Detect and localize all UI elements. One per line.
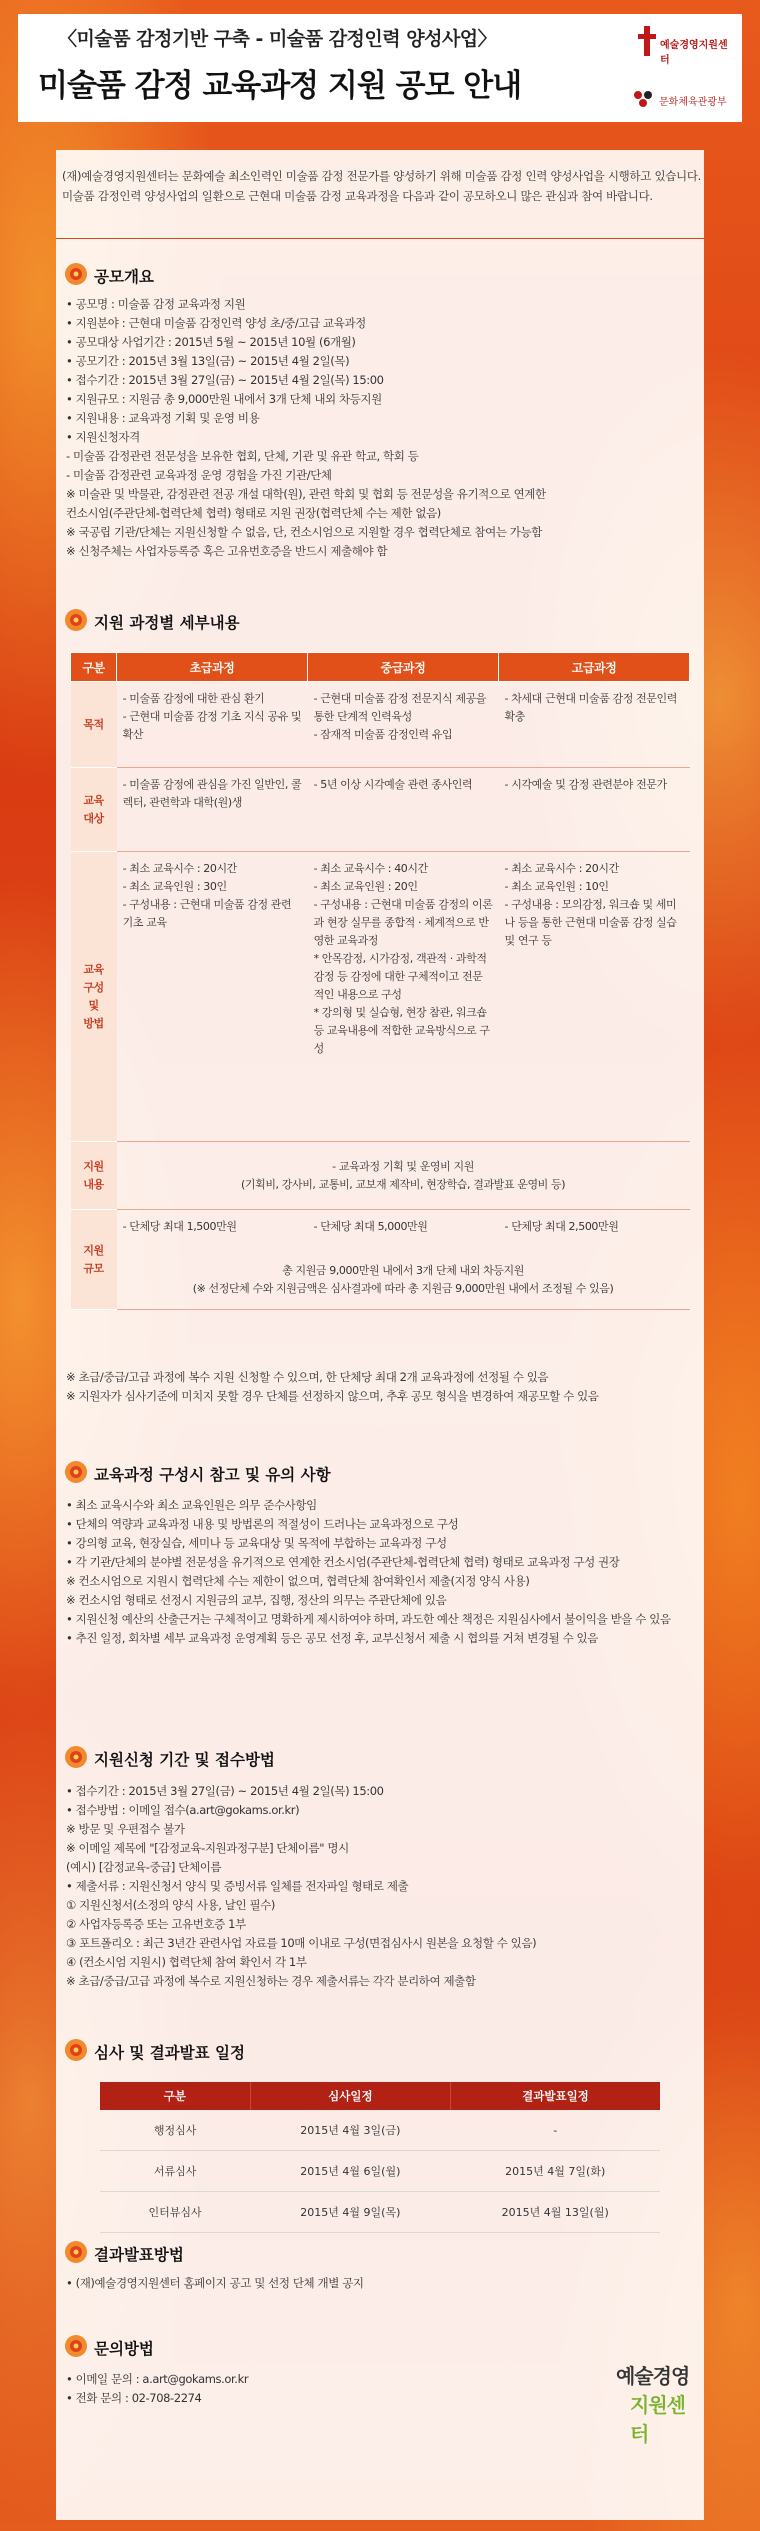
table-cell: - 미술품 감정에 대한 관심 환기 - 근현대 미술품 감정 기초 지식 공유 및 확산 xyxy=(117,682,308,768)
application-line: • 접수방법 : 이메일 접수(a.art@gokams.or.kr) xyxy=(66,1803,300,1817)
table-cell: - 단체당 최대 1,500만원 xyxy=(122,1220,237,1233)
application-line: ※ 방문 및 우편접수 불가 xyxy=(66,1822,185,1836)
table-cell: - 미술품 감정에 관심을 가진 일반인, 콜렉터, 관련학과 대학(원)생 xyxy=(117,768,308,852)
table-cell: - xyxy=(450,2110,660,2151)
application-line: ④ (컨소시엄 지원시) 협력단체 참여 확인서 각 1부 xyxy=(66,1955,307,1969)
details-table xyxy=(70,652,690,1310)
table-row xyxy=(71,1142,690,1210)
overview-line: ※ 신청주체는 사업자등록증 혹은 고유번호증을 반드시 제출해야 함 xyxy=(66,544,388,558)
result-line: • (재)예술경영지원센터 홈페이지 공고 및 선정 단체 개별 공지 xyxy=(66,2276,364,2290)
reference-line: • 지원신청 예산의 산출근거는 구체적이고 명확하게 제시하여야 하며, 과도한 예산 책정은 지원심사에서 불이익을 받을 수 있음 xyxy=(66,1612,671,1626)
footer-logo-line2: 지원센터 xyxy=(630,2393,685,2446)
flower-icon xyxy=(64,2038,88,2062)
reference-line: ※ 컨소시엄으로 지원시 협력단체 수는 제한이 없으며, 협력단체 참여확인서 제출(지정 양식 사용) xyxy=(66,1574,530,1588)
flower-icon xyxy=(64,608,88,632)
scale-total-cell xyxy=(117,1254,690,1310)
overview-line: • 지원규모 : 지원금 총 9,000만원 내에서 3개 단체 내외 차등지원 xyxy=(66,392,382,406)
flower-icon xyxy=(64,2334,88,2358)
scale-note: (※ 선정단체 수와 지원금액은 심사결과에 따라 총 지원금 9,000만원 내에서 조정될 수 있음) xyxy=(192,1281,614,1295)
reference-line: • 각 기관/단체의 분야별 전문성을 유기적으로 연계한 컨소시엄(주관단체-협력단체 협력) 형태로 교육과정 구성 권장 xyxy=(66,1555,620,1569)
table-cell: 2015년 4월 7일(화) xyxy=(450,2151,660,2192)
application-line: ※ 초급/중급/고급 과정에 복수로 지원신청하는 경우 제출서류는 각각 분리하여 제출함 xyxy=(66,1974,476,1988)
ministry-mark-icon xyxy=(633,90,655,108)
table-header-row xyxy=(100,2082,660,2110)
column-header: 고급과정 xyxy=(499,653,690,682)
intro-text: (재)예술경영지원센터는 문화예술 최소인력인 미술품 감정 전문가를 양성하기 위해 미술품 감정 인력 양성사업을 시행하고 있습니다. 미술품 감정인력 양성사업의 일환으로 근현대 미술품 감정 교육과정을 다음과 같이 공모하오니 많은 관심과 참여 바랍니다. xyxy=(62,169,702,203)
schedule-table xyxy=(100,2082,660,2233)
application-line: • 제출서류 : 지원신청서 양식 및 증빙서류 일체를 전자파일 형태로 제출 xyxy=(66,1879,409,1893)
footer-logo-line1: 예술경영 xyxy=(616,2364,690,2388)
table-row xyxy=(71,1210,690,1254)
table-cell: - 단체당 최대 5,000만원 xyxy=(313,1220,428,1233)
application-line: (예시) [감정교육-중급] 단체이름 xyxy=(66,1860,222,1874)
table-cell: - 5년 이상 시각예술 관련 종사인력 xyxy=(308,768,499,852)
footer-logo xyxy=(616,2360,696,2446)
table-cell: 인터뷰심사 xyxy=(100,2192,250,2233)
table-row xyxy=(71,1254,690,1310)
table-cell: 2015년 4월 3일(금) xyxy=(250,2110,450,2151)
flower-icon xyxy=(64,1745,88,1769)
overview-line: - 미술품 감정관련 교육과정 운영 경험을 가진 기관/단체 xyxy=(66,468,332,482)
column-header: 초급과정 xyxy=(117,653,308,682)
table-row xyxy=(100,2192,660,2233)
reference-list xyxy=(66,1496,696,1648)
note-line: ※ 지원자가 심사기준에 미치지 못할 경우 단체를 선정하지 않으며, 추후 공모 형식을 변경하여 재공모할 수 있음 xyxy=(66,1389,599,1403)
contact-email: • 이메일 문의 : a.art@gokams.or.kr xyxy=(66,2372,249,2386)
overview-line: • 공모대상 사업기간 : 2015년 5월 ~ 2015년 10월 (6개월) xyxy=(66,335,356,349)
gokams-logo-text: 예술경영지원센터 xyxy=(660,40,728,66)
table-row xyxy=(100,2110,660,2151)
table-row xyxy=(71,852,690,1142)
overview-line: • 지원내용 : 교육과정 기획 및 운영 비용 xyxy=(66,411,260,425)
overview-line: 컨소시엄(주관단체-협력단체 협력) 형태로 지원 권장(협력단체 수는 제한 없음) xyxy=(66,506,441,520)
gokams-mark-icon xyxy=(638,26,656,56)
row-header: 교육 대상 xyxy=(71,768,117,852)
page-title: 미술품 감정 교육과정 지원 공모 안내 xyxy=(38,68,522,104)
table-row xyxy=(71,682,690,768)
divider xyxy=(56,238,704,239)
column-header: 구분 xyxy=(71,653,117,682)
column-header: 중급과정 xyxy=(308,653,499,682)
header-subtitle: 〈미술품 감정기반 구축 - 미술품 감정인력 양성사업〉 xyxy=(58,28,497,50)
contact-phone: • 전화 문의 : 02-708-2274 xyxy=(66,2391,202,2405)
reference-line: ※ 컨소시엄 형태로 선정시 지원금의 교부, 집행, 정산의 의무는 주관단체에 있음 xyxy=(66,1593,447,1607)
table-cell: 서류심사 xyxy=(100,2151,250,2192)
overview-line: • 공모명 : 미술품 감정 교육과정 지원 xyxy=(66,297,246,311)
flower-icon xyxy=(64,262,88,286)
column-header: 심사일정 xyxy=(250,2082,450,2110)
content-panel: (재)예술경영지원센터는 문화예술 최소인력인 미술품 감정 전문가를 양성하기 위해 미술품 감정 인력 양성사업을 시행하고 있습니다. 미술품 감정인력 양성사업의 일환으로 근현대 미술품 감정 교육과정을 다음과 같이 공모하오니 많은 관심과 참여 바랍니다. 공모개요 • 공모명 : 미술품 감정 교육과정 지원 • 지원분야 : 근현대 미술품 감정인력 양성 초/중/고급 교육과정 • 공모대상 사업기간 : 2015년 5월 ~ 2015년 10월 (6개월) • 공모기간 : 2015년 3월 13일(금) ~ 2015년 4월 2일(목) • 접수기간 : 2015년 3월 27일(금) ~ 2015년 4월 2일(목) 15:00 • 지원규모 : 지원금 총 9,000만원 내에서 3개 단체 내외 차등지원 • 지원내용 : 교육과정 기획 및 운영 비용 • 지원신청자격 - 미술품 감정관련 전문성을 보유한 협회, 단체, 기관 및 유관 학교, 학회 등 - 미술품 감정관련 교육과정 운영 경험을 가진 기관/단체 ※ 미술관 및 박물관, 감정관련 전공 개설 대학(원), 관련 학회 및 협회 등 전문성을 유기적으로 연계한 컨소시엄(주관단체-협력단체 협력) 형태로 지원 권장(협력단체 수는 제한 없음) ※ 국공립 기관/단체는 지원신청할 수 없음, 단, 컨소시엄으로 지원할 경우 협력단체로 참여는 가능함 ※ 신청주체는 사업자등록증 혹은 고유번호증을 반드시 제출해야 함 지원 과정별 세부내용 구분 초급과정 중급과정 고급과정 목적 - 미술품 감정에 대한 관심 환기 - 근현대 미술품 감정 기초 지식 공유 및 확산 - 근현대 미술품 감정 전문지식 제공을 통한 단계적 인력육성 - 잠재적 미술품 감정인력 유입 - 차세대 근현대 미술품 감정 전문인력 확충 교육 대상 - 미술품 감정에 관심을 가진 일반인, 콜렉터, 관련학과 대학(원)생 - 5년 이상 시각예술 관련 종사인력 - 시각예술 및 감정 관련분야 전문가 교육 구성 및 방법 - 최소 교육시수 : 20시간 - 최소 교육인원 : 30인 - 구성내용 : 근현대 미술품 감정 관련 기초 교육 - 최소 교육시수 : 40시간 - 최소 교육인원 : 20인 - 구성내용 : 근현대 미술품 감정의 이론과 현장 실무를 종합적 · 체계적으로 반영한 교육과정 * 안목감정, 시가감정, 객관적 · 과학적 감정 등 감정에 대한 구체적이고 전문적인 내용으로 구성 * 강의형 및 실습형, 현장 참관, 워크숍 등 교육내용에 적합한 교육방식으로 구성 - 최소 교육시수 : 20시간 - 최소 교육인원 : 10인 - 구성내용 : 모의감정, 워크숍 및 세미나 등을 통한 근현대 미술품 감정 실습 및 연구 등 지원 내용 - 교육과정 기획 및 운영비 지원 (기획비, 강사비, 교통비, 교보재 제작비, 현장학습, 결과발표 운영비 등) 지원 규모 - 단체당 최대 1,500만원 - 단체당 최대 5,000만원 - 단체당 최대 2,500만원 총 지원금 9,000만원 내에서 3개 단체 내외 차등지원 (※ 선정단체 수와 지원금액은 심사결과에 따라 총 지원금 9,000만원 내에서 조정될 수 있음) ※ 초급/중급/고급 과정에 복수 지원 신청할 수 있으며, 한 단체당 최대 2개 교육과정에 선정될 수 있음 ※ 지원자가 심사기준에 미치지 못할 경우 단체를 선정하지 않으며, 추후 공모 형식을 변경하여 재공모할 수 있음 교육과정 구성시 참고 및 유의 사항 • 최소 교육시수와 최소 교육인원은 의무 준수사항임 • 단체의 역량과 교육과정 내용 및 방법론의 적절성이 드러나는 교육과정으로 구성 • 강의형 교육, 현장실습, 세미나 등 교육대상 및 목적에 부합하는 교육과정 구성 • 각 기관/단체의 분야별 전문성을 유기적으로 연계한 컨소시엄(주관단체-협력단체 협력) 형태로 교육과정 구성 권장 ※ 컨소시엄으로 지원시 협력단체 수는 제한이 없으며, 협력단체 참여확인서 제출(지정 양식 사용) ※ 컨소시엄 형태로 선정시 지원금의 교부, 집행, 정산의 의무는 주관단체에 있음 • 지원신청 예산의 산출근거는 구체적이고 명확하게 제시하여야 하며, 과도한 예산 책정은 지원심사에서 불이익을 받을 수 있음 • 추진 일정, 회차별 세부 교육과정 운영계획 등은 공모 선정 후, 교부신청서 제출 시 협의를 거쳐 변경될 수 있음 지원신청 기간 및 접수방법 • 접수기간 : 2015년 3월 27일(금) ~ 2015년 4월 2일(목) 15:00 • 접수방법 : 이메일 접수(a.art@gokams.or.kr) ※ 방문 및 우편접수 불가 ※ 이메일 제목에 "[감정교육-지원과정구분] 단체이름" 명시 (예시) [감정교육-중급] 단체이름 • 제출서류 : 지원신청서 양식 및 증빙서류 일체를 전자파일 형태로 제출 ① 지원신청서(소정의 양식 사용, 날인 필수) ② 사업자등록증 또는 고유번호증 1부 ③ 포트폴리오 : 최근 3년간 관련사업 자료를 10매 이내로 구성(면접심사시 원본을 요청할 수 있음) ④ (컨소시엄 지원시) 협력단체 참여 확인서 각 1부 ※ 초급/중급/고급 과정에 복수로 지원신청하는 경우 제출서류는 각각 분리하여 제출함 심사 및 결과발표 일정 구분 심사일정 결과발표일정 행정심사 2015년 4월 3일(금) - 서류심사 2015년 4월 6일(월) 2015년 4월 7일(화) 인터뷰심사 2015년 4월 9일(목) 2015년 4월 13일(월) 결과발표방법 • (재)예술경영지원센터 홈페이지 공고 및 선정 단체 개별 공지 문의방법 • 이메일 문의 : a.art@gokams.or.kr • 전화 문의 : 02-708-2274 예술경영 지원센터 xyxy=(56,150,704,2520)
reference-line: • 단체의 역량과 교육과정 내용 및 방법론의 적절성이 드러나는 교육과정으로 구성 xyxy=(66,1517,459,1531)
application-line: ※ 이메일 제목에 "[감정교육-지원과정구분] 단체이름" 명시 xyxy=(66,1841,349,1855)
details-notes xyxy=(66,1368,696,1406)
table-cell: - 단체당 최대 2,500만원 xyxy=(504,1220,619,1233)
overview-list xyxy=(66,295,696,561)
table-cell: 2015년 4월 13일(월) xyxy=(450,2192,660,2233)
application-line: ② 사업자등록증 또는 고유번호증 1부 xyxy=(66,1917,246,1931)
scale-total: 총 지원금 9,000만원 내에서 3개 단체 내외 차등지원 xyxy=(282,1263,524,1277)
overview-line: • 지원신청자격 xyxy=(66,430,140,444)
table-cell: - 차세대 근현대 미술품 감정 전문인력 확충 xyxy=(499,682,690,768)
application-line: ① 지원신청서(소정의 양식 사용, 날인 필수) xyxy=(66,1898,275,1912)
table-row xyxy=(100,2151,660,2192)
application-line: • 접수기간 : 2015년 3월 27일(금) ~ 2015년 4월 2일(목) 15:00 xyxy=(66,1784,384,1798)
overview-line: - 미술품 감정관련 전문성을 보유한 협회, 단체, 기관 및 유관 학교, 학회 등 xyxy=(66,449,419,463)
row-header: 목적 xyxy=(71,682,117,768)
contact-list xyxy=(66,2370,466,2408)
support-content-cell: - 교육과정 기획 및 운영비 지원 (기획비, 강사비, 교통비, 교보재 제작비, 현장학습, 결과발표 운영비 등) xyxy=(117,1142,690,1210)
result-list xyxy=(66,2274,696,2293)
table-cell: 2015년 4월 6일(월) xyxy=(250,2151,450,2192)
note-line: ※ 초급/중급/고급 과정에 복수 지원 신청할 수 있으며, 한 단체당 최대 2개 교육과정에 선정될 수 있음 xyxy=(66,1370,549,1384)
gokams-logo xyxy=(638,22,728,66)
table-cell: 행정심사 xyxy=(100,2110,250,2151)
ministry-logo-text: 문화체육관광부 xyxy=(659,97,727,108)
ministry-logo xyxy=(633,84,733,114)
overview-line: • 공모기간 : 2015년 3월 13일(금) ~ 2015년 4월 2일(목) xyxy=(66,354,350,368)
table-cell: - 최소 교육시수 : 40시간 - 최소 교육인원 : 20인 - 구성내용 : 근현대 미술품 감정의 이론과 현장 실무를 종합적 · 체계적으로 반영한 교육과정 * 안목감정, 시가감정, 객관적 · 과학적 감정 등 감정에 대한 구체적이고 전문적인 내용으로 구성 * 강의형 및 실습형, 현장 참관, 워크숍 등 교육내용에 적합한 교육방식으로 구성 xyxy=(308,852,499,1142)
overview-line: • 지원분야 : 근현대 미술품 감정인력 양성 초/중/고급 교육과정 xyxy=(66,316,366,330)
row-header: 교육 구성 및 방법 xyxy=(71,852,117,1142)
row-header: 지원 내용 xyxy=(71,1142,117,1210)
table-cell: - 근현대 미술품 감정 전문지식 제공을 통한 단계적 인력육성 - 잠재적 미술품 감정인력 유입 xyxy=(308,682,499,768)
table-header-row xyxy=(71,653,690,682)
reference-line: • 강의형 교육, 현장실습, 세미나 등 교육대상 및 목적에 부합하는 교육과정 구성 xyxy=(66,1536,447,1550)
table-row xyxy=(71,768,690,852)
reference-line: • 추진 일정, 회차별 세부 교육과정 운영계획 등은 공모 선정 후, 교부신청서 제출 시 협의를 거쳐 변경될 수 있음 xyxy=(66,1631,598,1645)
application-list xyxy=(66,1782,696,1991)
overview-line: • 접수기간 : 2015년 3월 27일(금) ~ 2015년 4월 2일(목) 15:00 xyxy=(66,373,384,387)
column-header: 구분 xyxy=(100,2082,250,2110)
row-header: 지원 규모 xyxy=(71,1210,117,1310)
header-banner xyxy=(18,14,742,122)
flower-icon xyxy=(64,2240,88,2264)
table-cell: 2015년 4월 9일(목) xyxy=(250,2192,450,2233)
table-cell: - 시각예술 및 감정 관련분야 전문가 xyxy=(499,768,690,852)
flower-icon xyxy=(64,1460,88,1484)
overview-line: ※ 국공립 기관/단체는 지원신청할 수 없음, 단, 컨소시엄으로 지원할 경우 협력단체로 참여는 가능함 xyxy=(66,525,542,539)
table-cell: - 최소 교육시수 : 20시간 - 최소 교육인원 : 10인 - 구성내용 : 모의감정, 워크숍 및 세미나 등을 통한 근현대 미술품 감정 실습 및 연구 등 xyxy=(499,852,690,1142)
table-cell: - 최소 교육시수 : 20시간 - 최소 교육인원 : 30인 - 구성내용 : 근현대 미술품 감정 관련 기초 교육 xyxy=(117,852,308,1142)
reference-line: • 최소 교육시수와 최소 교육인원은 의무 준수사항임 xyxy=(66,1498,317,1512)
column-header: 결과발표일정 xyxy=(450,2082,660,2110)
overview-line: ※ 미술관 및 박물관, 감정관련 전공 개설 대학(원), 관련 학회 및 협회 등 전문성을 유기적으로 연계한 xyxy=(66,487,546,501)
application-line: ③ 포트폴리오 : 최근 3년간 관련사업 자료를 10매 이내로 구성(면접심사시 원본을 요청할 수 있음) xyxy=(66,1936,537,1950)
